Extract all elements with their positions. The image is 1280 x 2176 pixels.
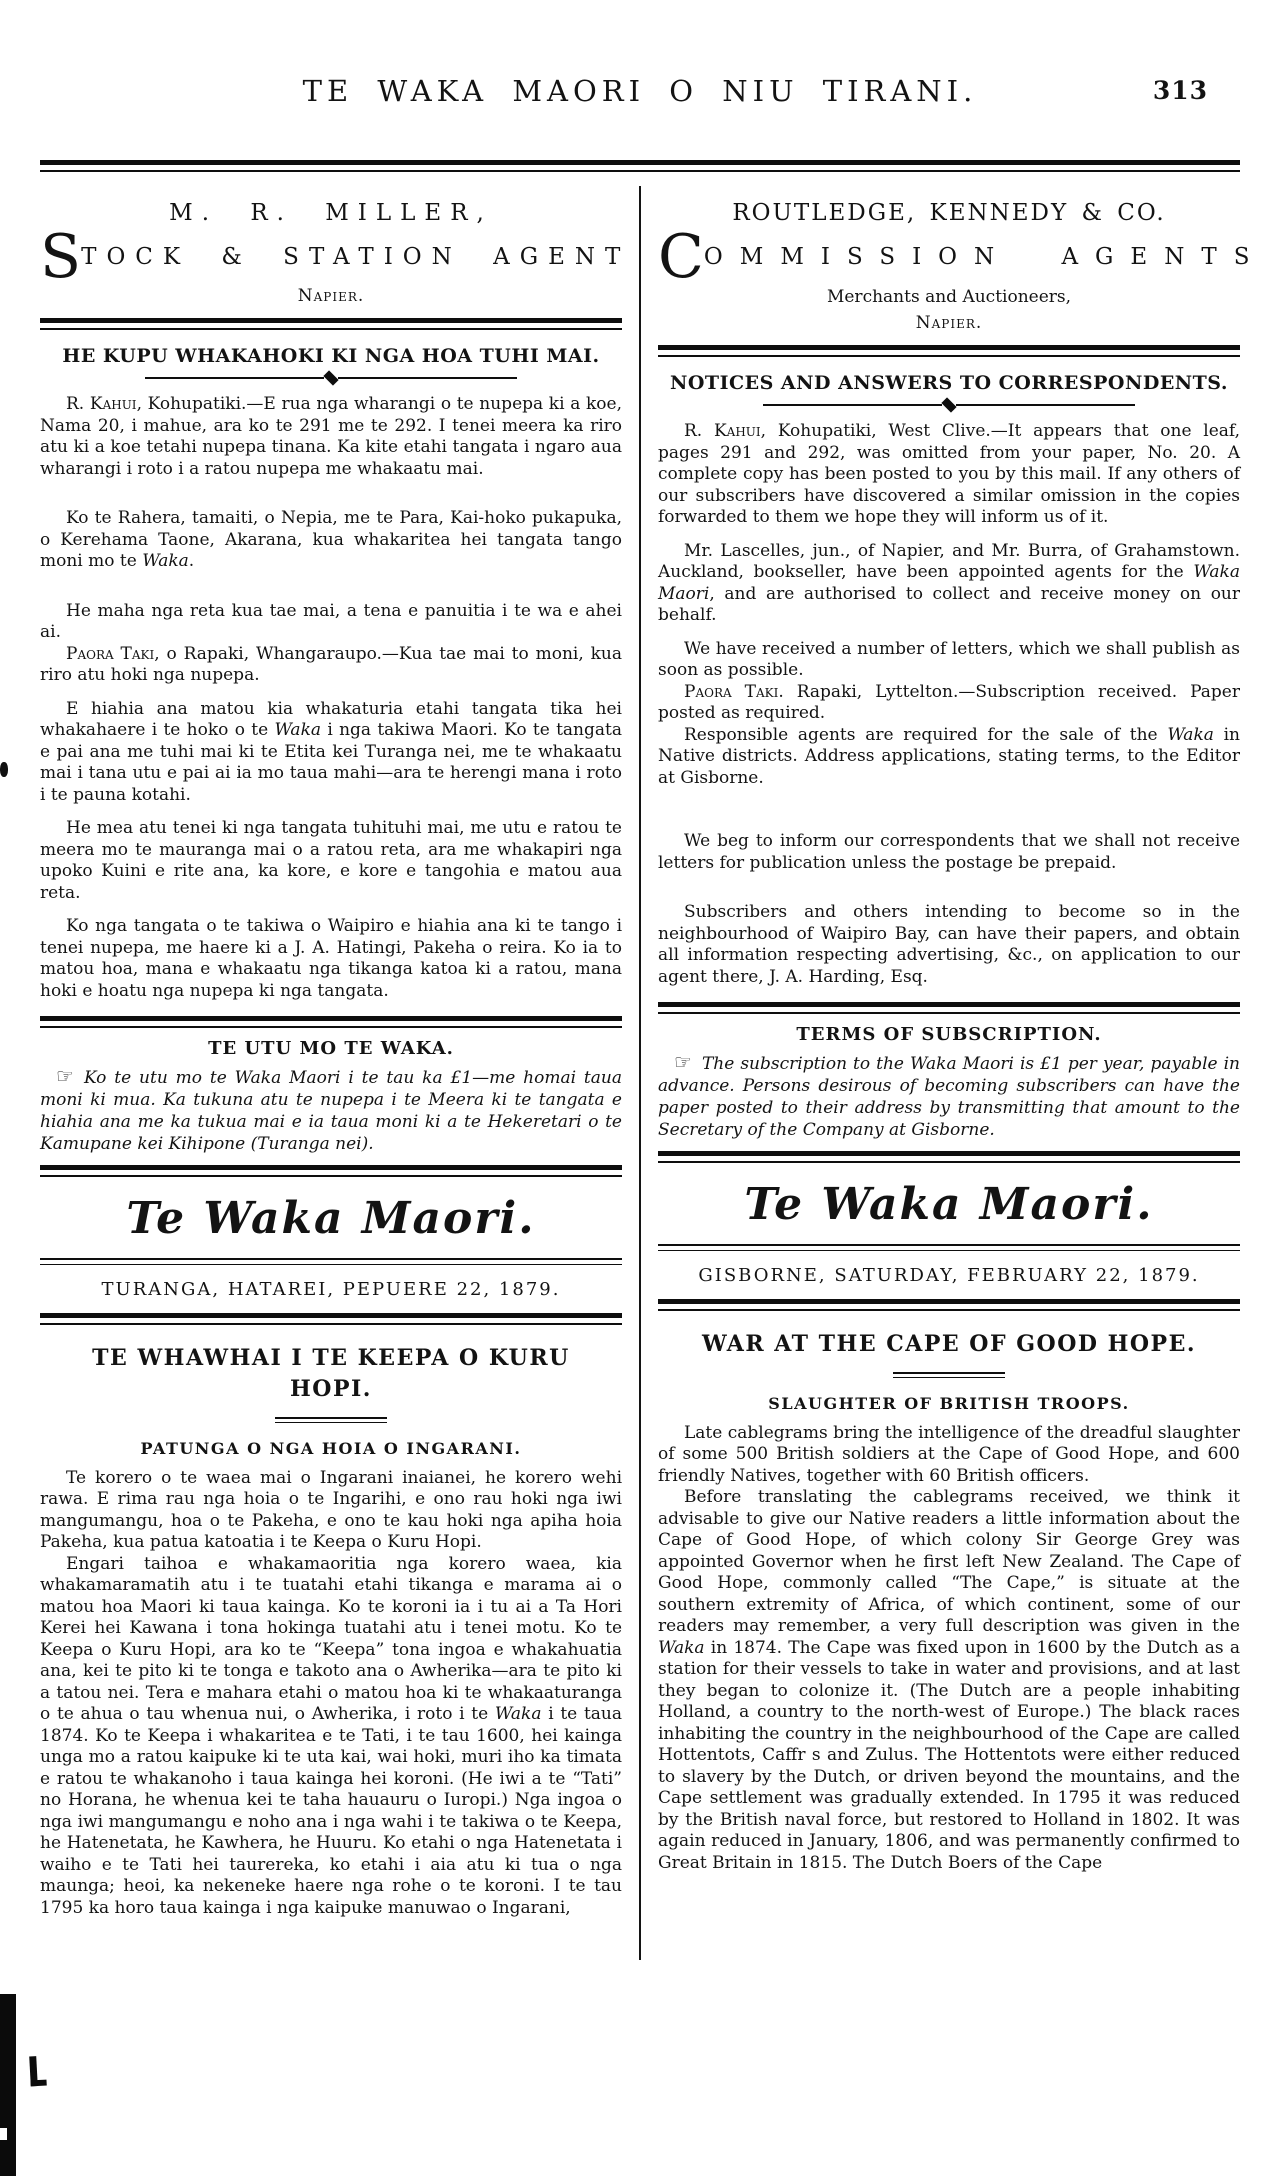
notices-heading-maori: HE KUPU WHAKAHOKI KI NGA HOA TUHI MAI. bbox=[62, 345, 600, 367]
section-rule bbox=[40, 1258, 622, 1265]
paragraph: Engari taihoa e whakamaoritia nga korero waea, kia whakamaramatih atu i te tuatahi etahi tikanga e marama ai o matou hoa Maori ki taua kainga. Ko te koroni ia i tu ai a Ta Hori Kerei hei Kawana i tona hokinga tuatahi atu i tenei motu. Ko te Keepa o Kuru Hopi, ara ko te “Keepa” tona ingoa e whakahuatia ana, kei te pito ki te tonga e takoto ana o Awherika—ara te pito ki a tatou nei. Tera e mahara etahi o matou hoa ki te whakaaturanga o te ahua o tau whenua nui, o Awherika, i roto i te Waka i te taua 1874. Ko te Keepa i whakaritea e te Tati, i te tau 1600, hei kainga unga mo a ratou kaipuke ki te uta kai, wai hoki, muri iho ka timata e ratou te whakanoho i taua kainga hei koroni. (He iwi a te “Tati” no Horana, he whenua kei te taha hauauru o Iuropi.) Nga ingoa o nga iwi mangumangu e noho ana i nga wahi i te takiwa o te Keepa, he Hatenetata, he Kawhera, he Huuru. Ko etahi o nga Hatenetata i waiho e te Tati hei taurereka, ko etahi i aia atu ki tua o nga maunga; heoi, ka nekeneke haere nga rohe o te koroni. I te tau 1795 ka horo taua kainga i nga kaipuke manuwao o Ingarani, bbox=[40, 1553, 622, 1918]
dateline-maori: TURANGA, HATAREI, PEPUERE 22, 1879. bbox=[101, 1279, 561, 1300]
paragraph: R. Kahui, Kohupatiki.—E rua nga wharangi o te nupepa ki a koe, Nama 20, i mahue, ara ko te 291 me te 292. I tenei meera ka riro atu ki a koe tetahi nupepa tinana. Ka kite etahi tangata i ngaro aua wharangi i roto i a ratou nupepa me whakaatu mai. bbox=[40, 394, 623, 479]
scan-edge-artifact bbox=[0, 1994, 16, 2176]
section-rule bbox=[658, 1299, 1240, 1311]
paragraph: Responsible agents are required for the sale of the Waka in Native districts. Address applications, stating terms, to the Editor at Gisborne. bbox=[658, 724, 1240, 788]
subscription-body: Ko te utu mo te Waka Maori i te tau ka £1—me homai taua moni ki mua. Ka tukuna atu te nupepa i te Meera ki te tangata e hiahia ana me ka tukua mai e ia taua moni ki a te Hekeretari o te Kamupane kei Kihipone (Turanga nei). bbox=[40, 1068, 622, 1154]
ad-routledge bbox=[658, 182, 1267, 345]
section-rule bbox=[40, 1165, 622, 1177]
paragraph: We beg to inform our correspondents that we shall not receive letters for publication unless the postage be prepaid. bbox=[658, 831, 1240, 873]
paragraph: Ko nga tangata o te takiwa o Waipiro e hiahia ana ki te tango i tenei nupepa, me haere ki a J. A. Hatingi, Pakeha o reira. Ko ia to matou hoa, mana e whakaatu nga tikanga katoa ki a ratou, mana hoki e hoatu nga nupepa ki nga tangata. bbox=[40, 916, 622, 1001]
paragraph: R. Kahui, Kohupatiki, West Clive.—It appears that one leaf, pages 291 and 292, was omitted from your paper, No. 20. A complete copy has been posted to you by this mail. If any others of our subscribers have discovered a similar omission in the copies forwarded to them we hope they will inform us of it. bbox=[658, 421, 1240, 527]
fancy-rule bbox=[763, 401, 1135, 409]
short-rule bbox=[893, 1372, 1005, 1378]
paragraph: He mea atu tenei ki nga tangata tuhituhi mai, me utu e ratou te meera mo te mauranga mai o a ratou reta, ara me whakapiri nga upoko Kuini e rite ana, ka kore, e kore e tangohia e matou aua reta. bbox=[40, 818, 622, 903]
article-subheading-maori: PATUNGA O NGA HOIA O INGARANI. bbox=[140, 1438, 522, 1458]
paragraph: We have received a number of letters, which we shall publish as soon as possible. bbox=[658, 638, 1240, 680]
ad-routledge-city: Napier. bbox=[915, 313, 983, 333]
article-subheading-english: SLAUGHTER OF BRITISH TROOPS. bbox=[768, 1393, 1130, 1413]
diamond-ornament bbox=[941, 397, 956, 412]
ink-speck bbox=[0, 762, 8, 777]
subscription-heading-maori: TE UTU MO TE WAKA. bbox=[208, 1038, 454, 1059]
dropcap-c: C bbox=[658, 222, 704, 292]
right-column bbox=[658, 182, 1267, 1919]
subscription-text-maori bbox=[40, 1065, 622, 1155]
subscription-body: The subscription to the Waka Maori is £1 per year, payable in advance. Persons desirous of becoming subscribers can have the paper posted to their address by transmitting that amount to the Secretary of the Company at Gisborne. bbox=[658, 1054, 1240, 1140]
paragraph: Subscribers and others intending to become so in the neighbourhood of Waipiro Bay, can have their papers, and obtain all information respecting advertising, &c., on application to our agent there, J. A. Harding, Esq. bbox=[658, 902, 1240, 987]
article-body-english bbox=[658, 1423, 1240, 1875]
section-rule bbox=[658, 1244, 1240, 1251]
masthead-english: Te Waka Maori. bbox=[744, 1179, 1154, 1230]
section-rule bbox=[40, 1016, 622, 1028]
ad-routledge-sub: Merchants and Auctioneers, bbox=[826, 287, 1072, 307]
manicule-icon: ☞ bbox=[674, 1050, 692, 1074]
short-rule bbox=[275, 1417, 387, 1423]
paragraph: He maha nga reta kua tae mai, a tena e panuitia i te wa e ahei ai. bbox=[40, 600, 622, 642]
ink-smudge bbox=[29, 2056, 47, 2087]
masthead-maori: Te Waka Maori. bbox=[126, 1193, 536, 1244]
scan-edge-notch bbox=[0, 2128, 7, 2140]
section-rule bbox=[40, 1313, 622, 1325]
ad-miller-trade: TOCK & STATION AGENT bbox=[81, 244, 631, 270]
paragraph: Te korero o te waea mai o Ingarani inaianei, he korero wehi rawa. E rima rau nga hoia o te Ingarihi, e ono rau hoki nga iwi mangumangu, hoa o te Pakeha, e ono te kau hoki nga apiha hoia Pakeha, kua patua katoatia i te Keepa o Kuru Hopi. bbox=[40, 1467, 622, 1553]
ad-miller-name: M. R. MILLER, bbox=[169, 200, 493, 226]
section-rule bbox=[658, 1151, 1240, 1163]
paragraph: Late cablegrams bring the intelligence of the dreadful slaughter of some 500 British soldiers at the Cape of Good Hope, and 600 friendly Natives, together with 60 British officers. bbox=[658, 1422, 1240, 1486]
section-rule bbox=[658, 1002, 1240, 1014]
diamond-ornament bbox=[323, 370, 338, 385]
section-rule bbox=[40, 318, 622, 330]
notices-body-english bbox=[658, 421, 1240, 988]
manicule-icon: ☞ bbox=[56, 1064, 74, 1088]
column-gap bbox=[622, 182, 658, 1919]
columns bbox=[40, 182, 1267, 1919]
subscription-heading-english: TERMS OF SUBSCRIPTION. bbox=[796, 1024, 1102, 1045]
ad-routledge-line2 bbox=[658, 222, 1267, 292]
ad-routledge-trade: OMMISSION AGENTS bbox=[703, 244, 1267, 270]
notices-body-maori bbox=[40, 394, 622, 1002]
paragraph: Ko te Rahera, tamaiti, o Nepia, me te Para, Kai-hoko pukapuka, o Kerehama Taone, Akarana, kua whakaritea hei tangata tango moni mo te Waka. bbox=[40, 508, 622, 571]
paper-title: TE WAKA MAORI O NIU TIRANI. bbox=[302, 74, 978, 108]
paragraph: E hiahia ana matou kia whakaturia etahi tangata tika hei whakahaere i te hoko o te Waka i nga takiwa Maori. Ko te tangata e pai ana me tuhi mai ki te Etita kei Turanga nei, me te whakaatu mai i tana utu e pai ai ia mo taua mahi—ara te herengi mana i roto i te pauna kotahi. bbox=[40, 698, 622, 805]
page-number: 313 bbox=[1152, 76, 1208, 105]
paragraph: Paora Taki, o Rapaki, Whangaraupo.—Kua tae mai to moni, kua riro atu hoki nga nupepa. bbox=[40, 643, 622, 685]
notices-heading-english: NOTICES AND ANSWERS TO CORRESPONDENTS. bbox=[670, 372, 1228, 394]
article-body-maori bbox=[40, 1468, 622, 1920]
section-rule bbox=[658, 345, 1240, 357]
paragraph: Mr. Lascelles, jun., of Napier, and Mr. Burra, of Grahamstown. Auckland, bookseller, have been appointed agents for the Waka Maori, and are authorised to collect and receive money on our behalf. bbox=[658, 540, 1240, 625]
ad-miller-city: Napier. bbox=[297, 286, 365, 306]
fancy-rule bbox=[145, 374, 517, 382]
page-header bbox=[40, 74, 1240, 108]
ad-miller bbox=[40, 182, 631, 318]
header-rule bbox=[40, 160, 1240, 172]
article-heading-english: WAR AT THE CAPE OF GOOD HOPE. bbox=[701, 1331, 1197, 1357]
dateline-english: GISBORNE, SATURDAY, FEBRUARY 22, 1879. bbox=[698, 1265, 1200, 1286]
left-column bbox=[40, 182, 631, 1919]
ad-routledge-name: ROUTLEDGE, KENNEDY & CO. bbox=[732, 200, 1166, 226]
ad-miller-line2 bbox=[40, 222, 631, 292]
dropcap-s: S bbox=[40, 222, 82, 292]
article-heading-maori: TE WHAWHAI I TE KEEPA O KURU HOPI. bbox=[92, 1345, 570, 1402]
paragraph: Before translating the cablegrams received, we think it advisable to give our Native readers a little information about the Cape of Good Hope, of which colony Sir George Grey was appointed Governor when he first left New Zealand. The Cape of Good Hope, commonly called “The Cape,” is situate at the southern extremity of Africa, of which continent, some of our readers may remember, a very full description was given in the Waka in 1874. The Cape was fixed upon in 1600 by the Dutch as a station for their vessels to take in water and provisions, and at last they began to colonize it. (The Dutch are a people inhabiting Holland, a country to the north-west of Europe.) The black races inhabiting the country in the neighbourhood of the Cape are called Hottentots, Caffr s and Zulus. The Hottentots were either reduced to slavery by the Dutch, or driven beyond the mountains, and the Cape settlement was gradually extended. In 1795 it was reduced by the British naval force, but restored to Holland in 1802. It was again reduced in January, 1806, and was permanently confirmed to Great Britain in 1815. The Dutch Boers of the Cape bbox=[658, 1487, 1240, 1873]
paragraph: Paora Taki. Rapaki, Lyttelton.—Subscription received. Paper posted as required. bbox=[658, 681, 1240, 723]
subscription-text-english bbox=[658, 1051, 1240, 1141]
